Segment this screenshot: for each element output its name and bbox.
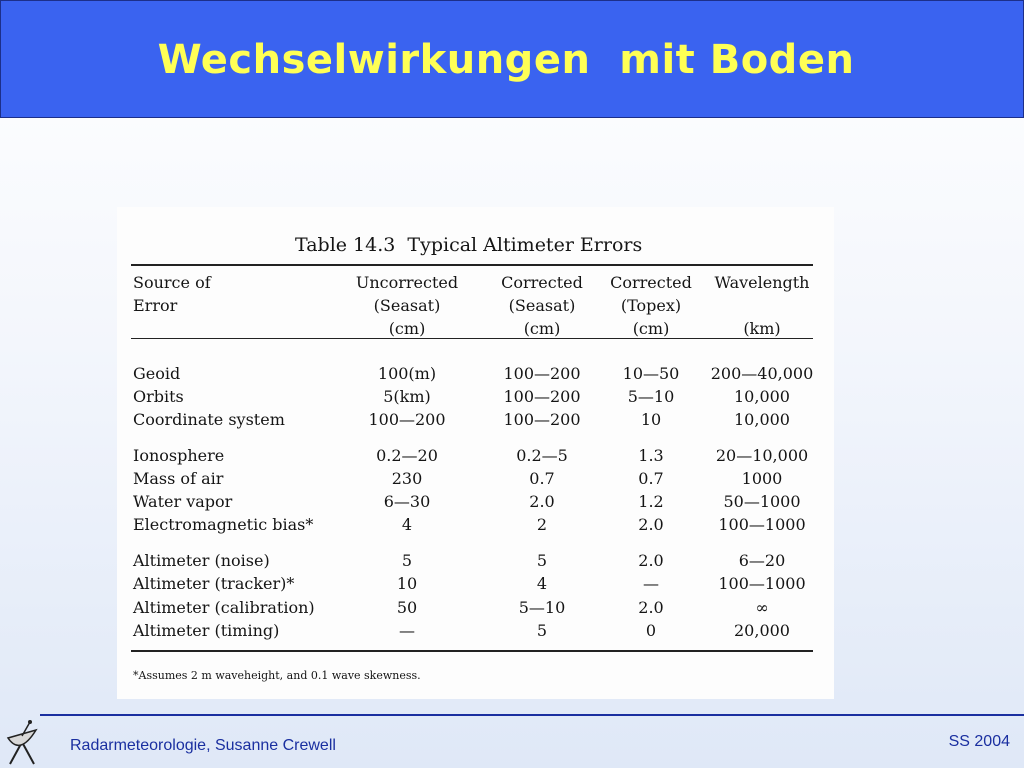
source-cell: Altimeter (calibration) [133,598,315,617]
source-cell: Altimeter (noise) [133,551,270,570]
uncorrected-seasat-cell: 10 [396,574,418,593]
table-bottom-rule [131,650,813,652]
corrected-seasat-cell: 4 [536,574,548,593]
corrected-topex-cell: 5—10 [627,387,675,406]
table-row [117,490,834,513]
source-cell: Coordinate system [133,410,285,429]
table-row [117,513,834,536]
uncorrected-seasat-cell: 0.2—20 [376,446,438,465]
uncorrected-seasat-cell: 230 [391,469,423,488]
corrected-seasat-cell: 2.0 [529,492,555,511]
uncorrected-seasat-cell: 5 [401,551,413,570]
table-row [117,596,834,619]
corrected-topex-cell: — [643,574,659,593]
source-cell: Water vapor [133,492,233,511]
slide-title: Wechselwirkungen mit Boden [157,37,855,83]
wavelength-cell: 20,000 [734,621,790,640]
table-top-rule [131,264,813,266]
uncorrected-seasat-cell: 100(m) [377,364,437,383]
footer-course: Radarmeteorologie, Susanne Crewell [70,737,336,754]
corrected-topex-cell: 2.0 [638,598,664,617]
source-cell: Altimeter (tracker)* [133,574,295,593]
scanned-table-image [117,207,834,699]
wavelength-cell: ∞ [755,598,769,617]
source-cell: Geoid [133,364,181,383]
column-header-source: Source of Error [133,273,211,315]
table-row [117,572,834,595]
corrected-topex-cell: 2.0 [638,515,664,534]
source-cell: Ionosphere [133,446,225,465]
source-cell: Electromagnetic bias* [133,515,314,534]
uncorrected-seasat-cell: — [399,621,415,640]
footer-semester: SS 2004 [948,733,1010,750]
table-row [117,362,834,385]
satellite-dish-icon [4,716,40,766]
wavelength-cell: 100—1000 [718,515,806,534]
column-header-corrected-topex: Corrected (Topex) (cm) [610,273,692,338]
wavelength-cell: 6—20 [738,551,786,570]
wavelength-cell: 10,000 [734,410,790,429]
uncorrected-seasat-cell: 50 [396,598,418,617]
source-cell: Altimeter (timing) [133,621,280,640]
table-row [117,549,834,572]
table-row [117,467,834,490]
wavelength-cell: 200—40,000 [710,364,814,383]
uncorrected-seasat-cell: 4 [401,515,413,534]
table-footnote: *Assumes 2 m waveheight, and 0.1 wave skewness. [133,669,421,682]
uncorrected-seasat-cell: 6—30 [383,492,431,511]
corrected-seasat-cell: 0.2—5 [516,446,568,465]
table-header-rule [131,338,813,339]
column-header-corrected-seasat: Corrected (Seasat) (cm) [501,273,583,338]
slide-header [0,0,1024,118]
wavelength-cell: 20—10,000 [715,446,809,465]
corrected-topex-cell: 1.3 [638,446,664,465]
table-row [117,385,834,408]
corrected-topex-cell: 10—50 [622,364,680,383]
table-row [117,444,834,467]
wavelength-cell: 10,000 [734,387,790,406]
source-cell: Orbits [133,387,184,406]
source-cell: Mass of air [133,469,224,488]
table-caption: Table 14.3 Typical Altimeter Errors [295,234,643,256]
corrected-seasat-cell: 5 [536,551,548,570]
corrected-topex-cell: 10 [640,410,662,429]
corrected-topex-cell: 2.0 [638,551,664,570]
corrected-seasat-cell: 100—200 [503,364,581,383]
corrected-seasat-cell: 100—200 [503,410,581,429]
corrected-seasat-cell: 100—200 [503,387,581,406]
table-row [117,619,834,642]
corrected-seasat-cell: 5 [536,621,548,640]
table-row [117,408,834,431]
corrected-seasat-cell: 0.7 [529,469,555,488]
wavelength-cell: 1000 [741,469,783,488]
corrected-topex-cell: 1.2 [638,492,664,511]
wavelength-cell: 100—1000 [718,574,806,593]
wavelength-cell: 50—1000 [723,492,801,511]
corrected-topex-cell: 0 [645,621,657,640]
footer-rule [40,714,1024,716]
column-header-uncorrected-seasat: Uncorrected (Seasat) (cm) [355,273,459,338]
corrected-seasat-cell: 5—10 [518,598,566,617]
corrected-topex-cell: 0.7 [638,469,664,488]
corrected-seasat-cell: 2 [536,515,548,534]
uncorrected-seasat-cell: 5(km) [383,387,431,406]
uncorrected-seasat-cell: 100—200 [368,410,446,429]
column-header-wavelength: Wavelength (km) [714,273,810,338]
